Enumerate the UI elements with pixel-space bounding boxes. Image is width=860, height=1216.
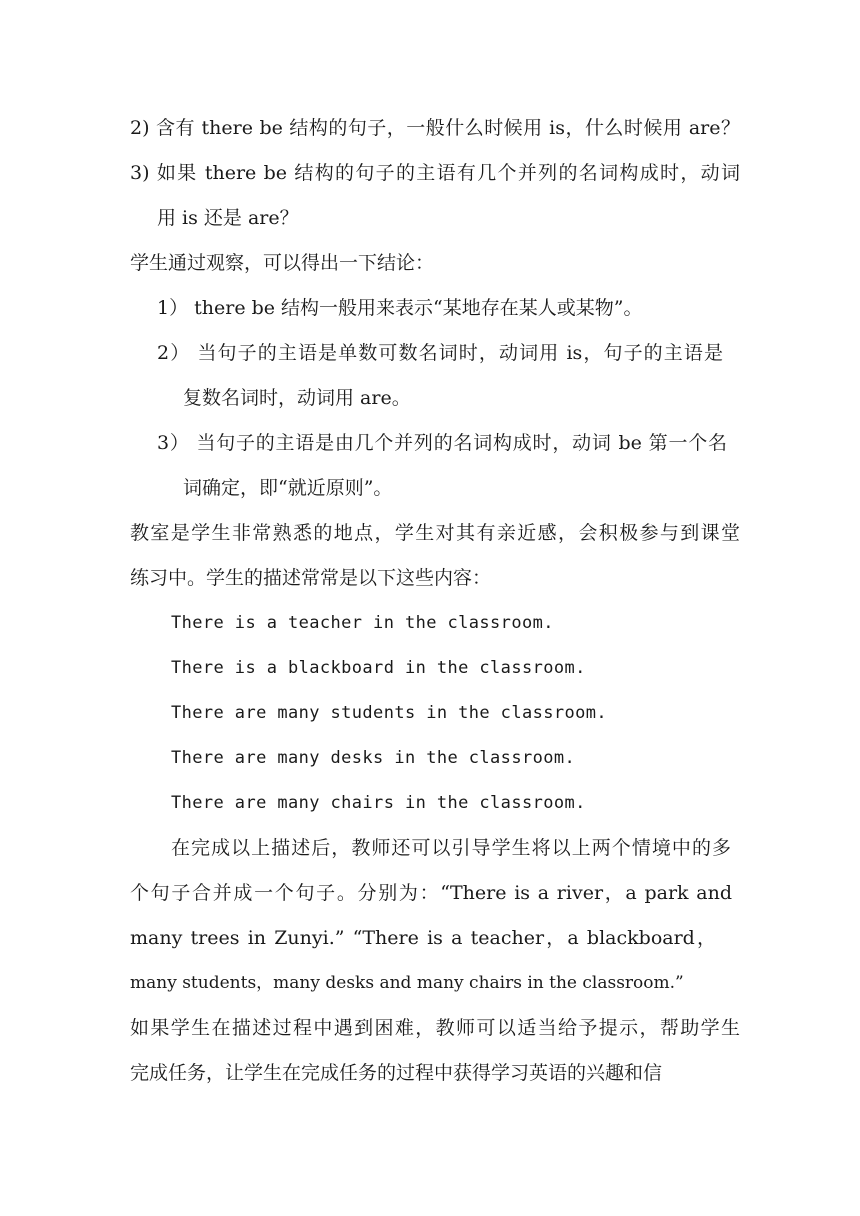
conclusion-1: 1） there be 结构一般用来表示“某地存在某人或某物”。: [157, 297, 643, 319]
paragraph2-line-3: many trees in Zunyi.” “There is a teacher，a blackboard，: [130, 927, 716, 949]
example-sentence: There are many chairs in the classroom.: [171, 793, 586, 813]
conclusion-2-line-1: 2） 当句子的主语是单数可数名词时，动词用 is，句子的主语是: [157, 342, 723, 364]
example-sentence: There is a blackboard in the classroom.: [171, 658, 586, 678]
paragraph1-line-1: 教室是学生非常熟悉的地点，学生对其有亲近感，会积极参与到课堂: [130, 522, 740, 544]
question-3-line-2: 用 is 还是 are？: [157, 207, 299, 229]
paragraph2-line-2: 个句子合并成一个句子。分别为：“There is a river，a park and: [130, 882, 732, 904]
conclusion-intro: 学生通过观察，可以得出一下结论：: [130, 252, 435, 274]
example-sentence: There are many desks in the classroom.: [171, 748, 576, 768]
example-sentence: There are many students in the classroom.: [171, 703, 608, 723]
question-2: 2) 含有 there be 结构的句子，一般什么时候用 is，什么时候用 are？: [130, 117, 740, 139]
paragraph2-line-1: 在完成以上描述后，教师还可以引导学生将以上两个情境中的多: [171, 837, 731, 859]
example-sentence: There is a teacher in the classroom.: [171, 613, 554, 633]
conclusion-3-line-2: 词确定，即“就近原则”。: [183, 477, 393, 499]
paragraph2-line-5: 如果学生在描述过程中遇到困难，教师可以适当给予提示，帮助学生: [130, 1017, 740, 1039]
question-3-line-1: 3) 如果 there be 结构的句子的主语有几个并列的名词构成时，动词: [130, 162, 740, 184]
conclusion-2-line-2: 复数名词时，动词用 are。: [183, 387, 411, 409]
paragraph1-line-2: 练习中。学生的描述常常是以下这些内容：: [130, 567, 492, 589]
conclusion-3-line-1: 3） 当句子的主语是由几个并列的名词构成时，动词 be 第一个名: [157, 432, 727, 454]
paragraph2-line-4: many students，many desks and many chairs in the classroom.”: [130, 973, 684, 993]
paragraph2-line-6: 完成任务，让学生在完成任务的过程中获得学习英语的兴趣和信: [130, 1062, 663, 1084]
